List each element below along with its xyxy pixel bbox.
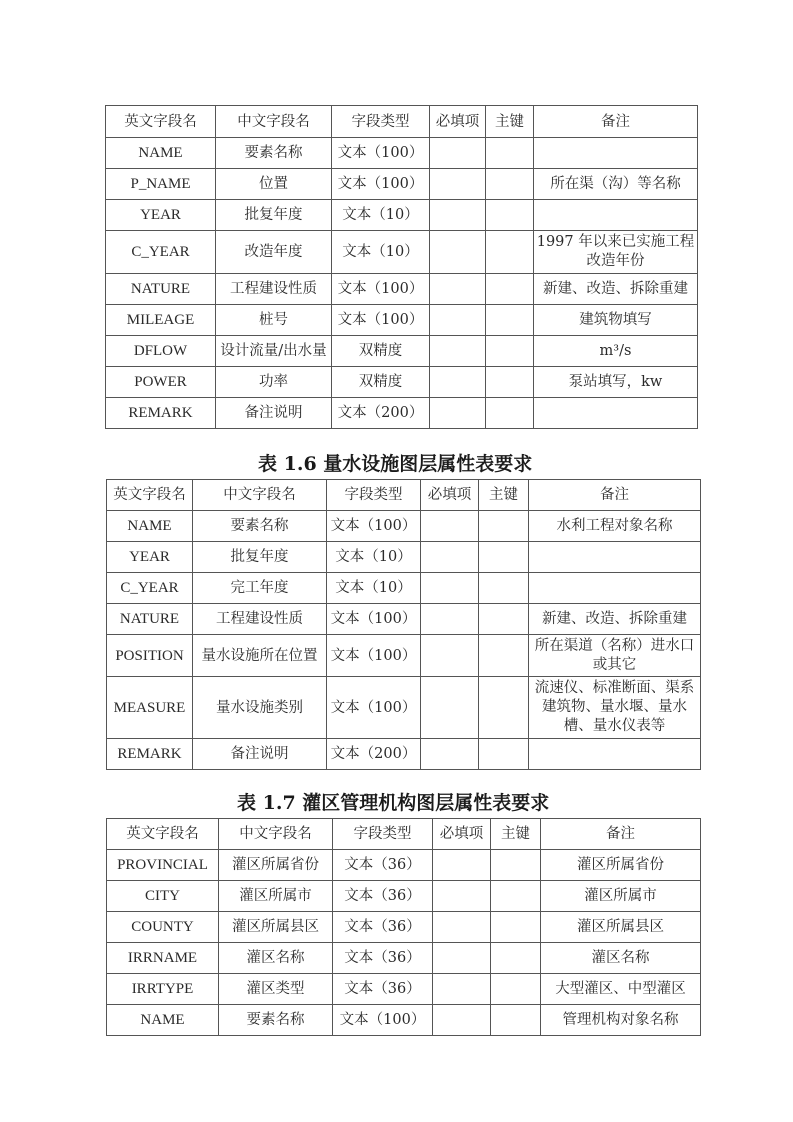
header-field-type: 字段类型	[332, 106, 430, 138]
table-row: NATURE 工程建设性质 文本（100） 新建、改造、拆除重建	[107, 604, 701, 635]
table-header-row	[106, 106, 698, 138]
table-row: POSITION 量水设施所在位置 文本（100） 所在渠道（名称）进水口或其它	[107, 635, 701, 677]
header-primary-key: 主键	[486, 106, 534, 138]
table-2	[106, 479, 701, 770]
table-row: COUNTY 灌区所属县区 文本（36） 灌区所属县区	[107, 912, 701, 943]
header-field-type: 字段类型	[333, 819, 433, 850]
header-remarks: 备注	[534, 106, 698, 138]
header-chinese-field: 中文字段名	[193, 480, 327, 511]
table-row: PROVINCIAL 灌区所属省份 文本（36） 灌区所属省份	[107, 850, 701, 881]
table-row: IRRNAME 灌区名称 文本（36） 灌区名称	[107, 943, 701, 974]
table-header-row	[107, 480, 701, 511]
table-row: NAME 要素名称 文本（100） 管理机构对象名称	[107, 1005, 701, 1036]
header-english-field: 英文字段名	[106, 106, 216, 138]
header-remarks: 备注	[541, 819, 701, 850]
table-row: MILEAGE 桩号 文本（100） 建筑物填写	[106, 305, 698, 336]
table-row: REMARK 备注说明 文本（200）	[106, 398, 698, 429]
header-primary-key: 主键	[479, 480, 529, 511]
header-chinese-field: 中文字段名	[216, 106, 332, 138]
header-field-type: 字段类型	[327, 480, 421, 511]
header-english-field: 英文字段名	[107, 480, 193, 511]
header-required: 必填项	[433, 819, 491, 850]
header-primary-key: 主键	[491, 819, 541, 850]
table-row: CITY 灌区所属市 文本（36） 灌区所属市	[107, 881, 701, 912]
table-row: MEASURE 量水设施类别 文本（100） 流速仪、标准断面、渠系建筑物、量水堰、量水槽、量水仪表等	[107, 677, 701, 739]
table-header-row	[107, 819, 701, 850]
table-row: NAME 要素名称 文本（100） 水利工程对象名称	[107, 511, 701, 542]
table-row: YEAR 批复年度 文本（10）	[106, 200, 698, 231]
table-row: P_NAME 位置 文本（100） 所在渠（沟）等名称	[106, 169, 698, 200]
table-row: YEAR 批复年度 文本（10）	[107, 542, 701, 573]
header-remarks: 备注	[529, 480, 701, 511]
table-1	[105, 105, 698, 429]
table-3	[106, 818, 701, 1036]
table-caption-1-6: 表 1.6 量水设施图层属性表要求	[258, 453, 533, 475]
table-row: NAME 要素名称 文本（100）	[106, 138, 698, 169]
table-row: POWER 功率 双精度 泵站填写，kw	[106, 367, 698, 398]
table-row: C_YEAR 改造年度 文本（10） 1997 年以来已实施工程改造年份	[106, 231, 698, 274]
table-row: IRRTYPE 灌区类型 文本（36） 大型灌区、中型灌区	[107, 974, 701, 1005]
table-row: C_YEAR 完工年度 文本（10）	[107, 573, 701, 604]
header-required: 必填项	[430, 106, 486, 138]
table-row: DFLOW 设计流量/出水量 双精度 m³/s	[106, 336, 698, 367]
header-chinese-field: 中文字段名	[219, 819, 333, 850]
table-row: REMARK 备注说明 文本（200）	[107, 739, 701, 770]
header-required: 必填项	[421, 480, 479, 511]
header-english-field: 英文字段名	[107, 819, 219, 850]
table-row: NATURE 工程建设性质 文本（100） 新建、改造、拆除重建	[106, 274, 698, 305]
table-caption-1-7: 表 1.7 灌区管理机构图层属性表要求	[237, 792, 550, 814]
